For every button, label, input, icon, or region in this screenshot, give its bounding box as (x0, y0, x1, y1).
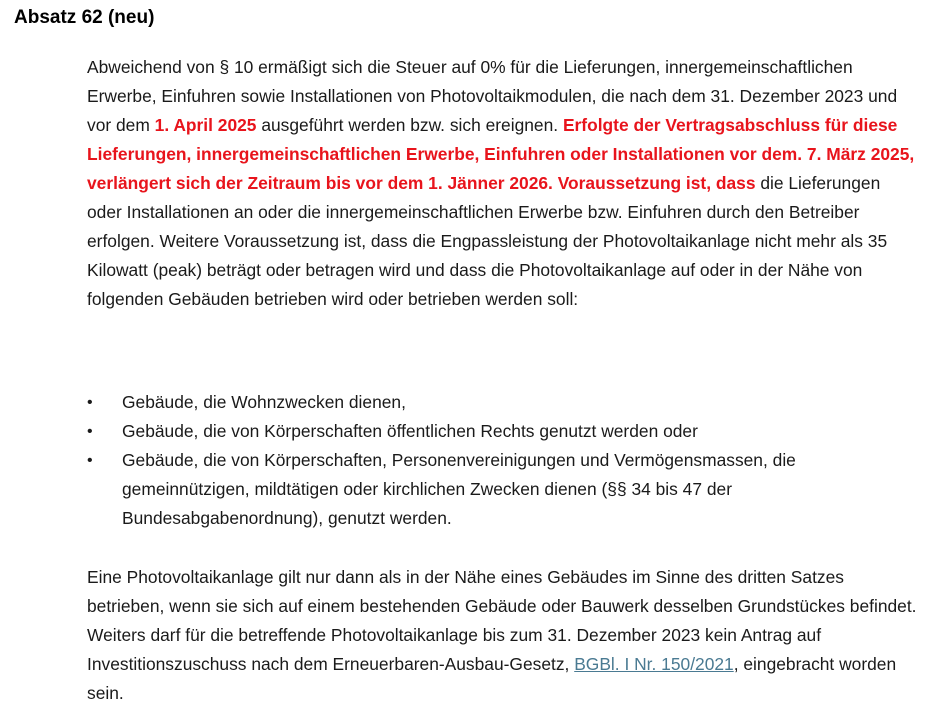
bullet-icon: • (87, 394, 93, 411)
list-item (87, 417, 917, 446)
bullet-icon: • (87, 452, 93, 469)
paragraph-main-text-1: Abweichend von § 10 ermäßigt sich die Steuer auf 0% für die Lieferungen, innergemeinschaftlichen Erwerbe, Einfuhren sowie Installationen von Photovoltaikmodulen, die nach dem 31. Dezember 2023 und vor dem (87, 57, 898, 135)
paragraph-main-text-2: ausgeführt werden bzw. sich ereignen. (256, 115, 563, 135)
highlight-extension: Erfolgte der Vertragsabschluss für diese Lieferungen, innergemeinschaftlichen Erwerbe, Einfuhren oder Installationen vor dem. 7. März 2025, verlängert sich der Zeitraum bis vor dem 1. Jänner 2026. Voraussetzung ist, dass (87, 115, 915, 193)
list-item-text: Gebäude, die Wohnzwecken dienen, (122, 392, 406, 412)
bullet-icon: • (87, 423, 93, 440)
list-item-text: Gebäude, die von Körperschaften, Personenvereinigungen und Vermögensmassen, die gemeinnützigen, mildtätigen oder kirchlichen Zwecken dienen (§§ 34 bis 47 der Bundesabgabenordnung), genutzt werden. (122, 450, 796, 528)
paragraph-secondary-text-1: Eine Photovoltaikanlage gilt nur dann als in der Nähe eines Gebäudes im Sinne des dritten Satzes betrieben, wenn sie sich auf einem bestehenden Gebäude oder Bauwerk desselben Grundstückes befindet. Weiters darf für die betreffende Photovoltaikanlage bis zum 31. Dezember 2023 kein Antrag auf Investitionszuschuss nach dem Erneuerbaren-Ausbau-Gesetz, (87, 567, 917, 674)
list-item (87, 446, 917, 533)
paragraph-main (87, 53, 917, 314)
bgbl-link[interactable]: BGBl. I Nr. 150/2021 (574, 654, 734, 674)
paragraph-main-text-3: die Lieferungen oder Installationen an oder die innergemeinschaftlichen Erwerbe bzw. Einfuhren durch den Betreiber erfolgen. Weitere Voraussetzung ist, dass die Engpassleistung der Photovoltaikanlage nicht mehr als 35 Kilowatt (peak) beträgt oder betragen wird und dass die Photovoltaikanlage auf oder in der Nähe von folgenden Gebäuden betrieben wird oder betrieben werden soll: (87, 173, 888, 309)
section-heading: Absatz 62 (neu) (14, 7, 155, 28)
paragraph-secondary-text-2: , eingebracht worden sein. (87, 654, 897, 703)
building-list (87, 388, 917, 533)
list-item (87, 388, 917, 417)
highlight-date: 1. April 2025 (154, 115, 257, 135)
list-item-text: Gebäude, die von Körperschaften öffentlichen Rechts genutzt werden oder (122, 421, 698, 441)
paragraph-secondary (87, 563, 917, 708)
